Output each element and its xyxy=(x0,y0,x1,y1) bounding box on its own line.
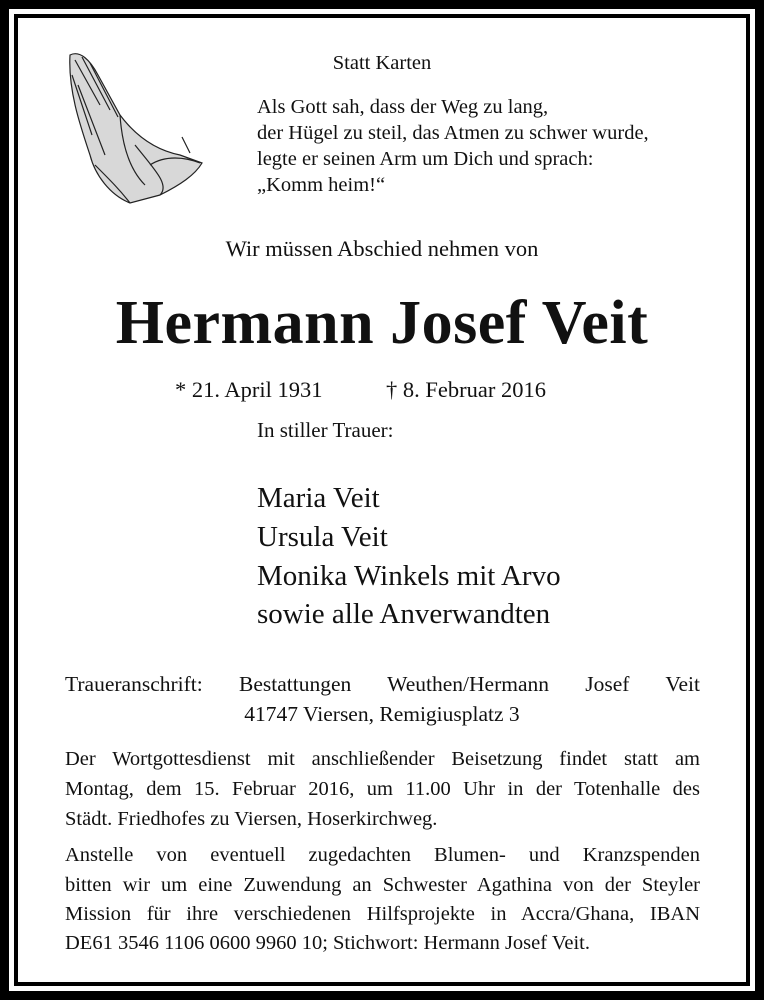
birth-date: * 21. April 1931 xyxy=(175,377,323,402)
mourning-label: In stiller Trauer: xyxy=(257,418,394,442)
mourner-name: Maria Veit xyxy=(257,482,380,514)
donation-line: bitten wir um eine Zuwendung an Schwester Agathina von der Steyler xyxy=(65,874,700,896)
donation-line: Mission für ihre verschiedenen Hilfsprojekte in Accra/Ghana, IBAN xyxy=(65,903,700,925)
poem-line: Als Gott sah, dass der Weg zu lang, xyxy=(257,96,549,118)
donation-line: DE61 3546 1106 0600 9960 10; Stichwort: Hermann Josef Veit. xyxy=(65,932,590,954)
statt-karten-heading: Statt Karten xyxy=(332,52,432,74)
donation-line: Anstelle von eventuell zugedachten Blumen- und Kranzspenden xyxy=(65,844,700,866)
mourner-name: Ursula Veit xyxy=(257,521,388,553)
address-line: 41747 Viersen, Remigiusplatz 3 xyxy=(244,702,520,726)
service-line: Montag, dem 15. Februar 2016, um 11.00 Uhr in der Totenhalle des xyxy=(65,778,700,800)
address-line: Traueranschrift: Bestattungen Weuthen/Hermann Josef Veit xyxy=(65,672,700,696)
service-line: Städt. Friedhofes zu Viersen, Hoserkirchweg. xyxy=(65,808,438,830)
deceased-name: Hermann Josef Veit xyxy=(115,289,649,357)
poem-line: der Hügel zu steil, das Atmen zu schwer wurde, xyxy=(257,122,649,144)
service-line: Der Wortgottesdienst mit anschließender Beisetzung findet statt am xyxy=(65,748,700,770)
poem-line: „Komm heim!“ xyxy=(257,174,386,196)
poem-line: legte er seinen Arm um Dich und sprach: xyxy=(257,148,594,170)
mourner-name: Monika Winkels mit Arvo xyxy=(257,560,561,592)
intro-text: Wir müssen Abschied nehmen von xyxy=(225,236,539,261)
death-date: † 8. Februar 2016 xyxy=(386,377,546,402)
mourner-name: sowie alle Anverwandten xyxy=(257,598,551,630)
